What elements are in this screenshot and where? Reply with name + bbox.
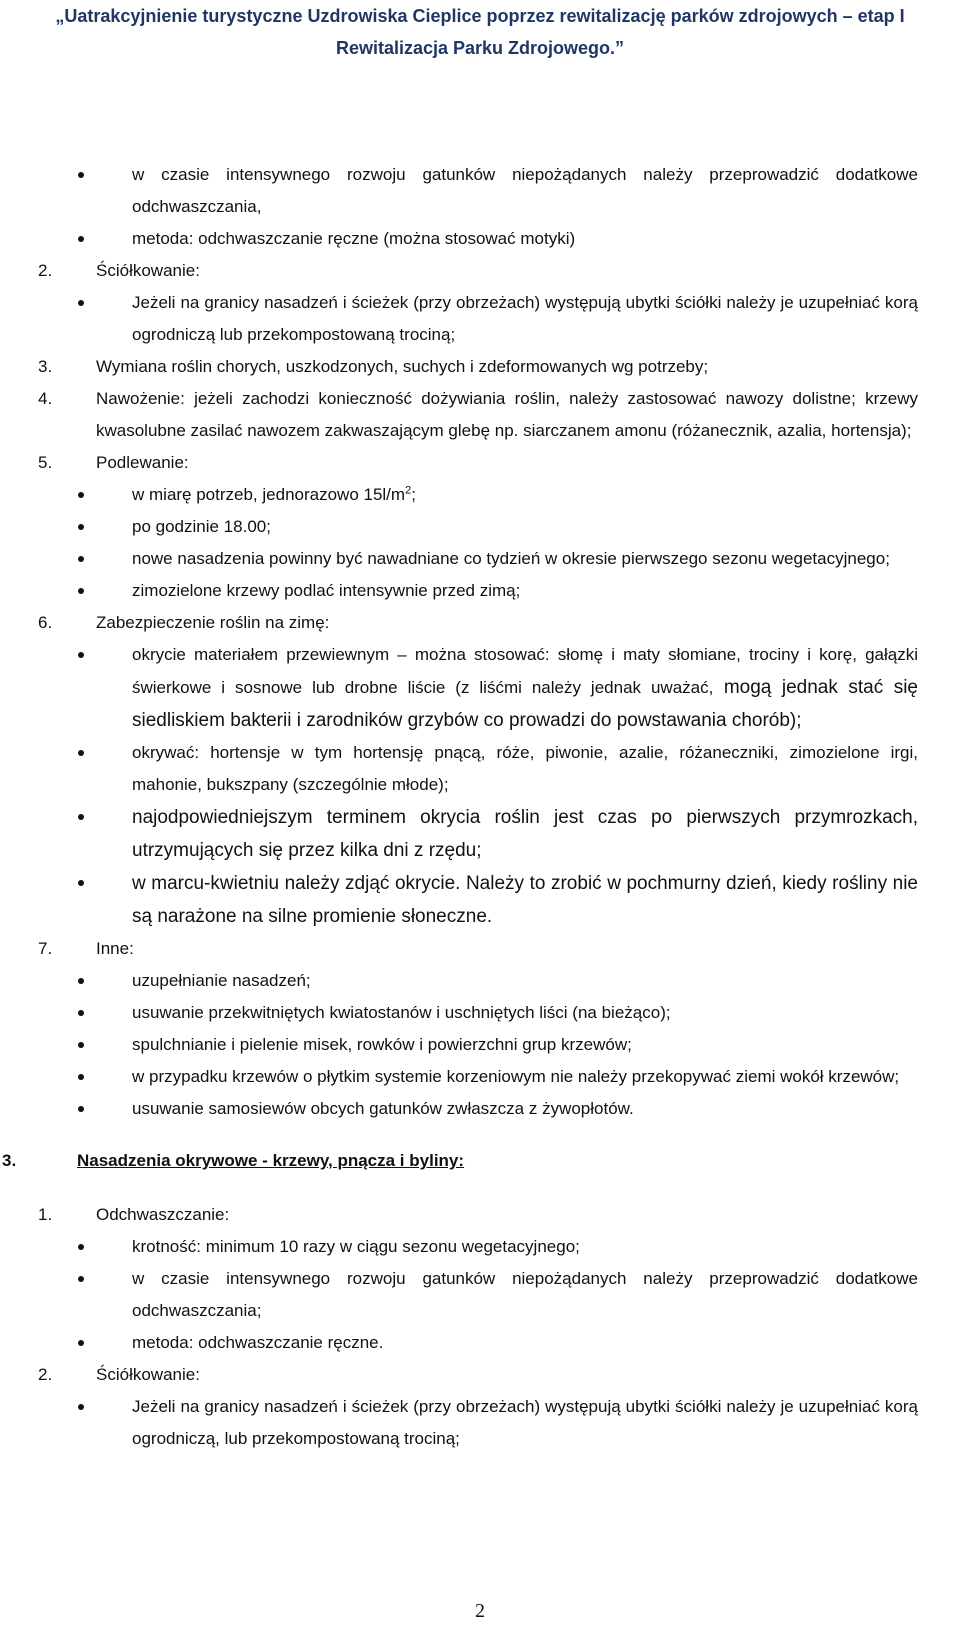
section-heading: 3. Nasadzenia okrywowe - krzewy, pnącza i byliny: <box>2 1151 465 1170</box>
list-item: krotność: minimum 10 razy w ciągu sezonu wegetacyjnego; <box>38 1231 918 1263</box>
list-item: Jeżeli na granicy nasadzeń i ścieżek (przy obrzeżach) występują ubytki ściółki należy je uzupełniać korą ogrodniczą, lub przekompostowaną trociną; <box>38 1391 918 1455</box>
list-item: w miarę potrzeb, jednorazowo $15l/m^2$; <box>38 479 918 511</box>
list-item: po godzinie 18.00; <box>38 511 918 543</box>
numbered-item: 5. Podlewanie: <box>38 453 189 472</box>
bullet-icon <box>78 556 84 562</box>
header-line-1: „Uatrakcyjnienie turystyczne Uzdrowiska Cieplice poprzez rewitalizację parków zdrojowych – etap I <box>55 6 905 26</box>
list-item: w czasie intensywnego rozwoju gatunków niepożądanych należy przeprowadzić dodatkowe odchwaszczania; <box>38 1263 918 1327</box>
bullet-icon <box>78 492 84 498</box>
numbered-item: 4. Nawożenie: jeżeli zachodzi konieczność dożywiania roślin, należy zastosować nawozy dolistne; krzewy kwasolubne zasilać nawozem zakwaszającym glebę np. siarczanem amonu (różanecznik, azalia, hortensja); <box>38 389 918 440</box>
document-body <box>2 159 918 1455</box>
list-item: uzupełnianie nasadzeń; <box>38 965 918 997</box>
bullet-icon <box>78 750 84 756</box>
list-item: zimozielone krzewy podlać intensywnie przed zimą; <box>38 575 918 607</box>
bullet-icon <box>78 588 84 594</box>
list-item: nowe nasadzenia powinny być nawadniane co tydzień w okresie pierwszego sezonu wegetacyjnego; <box>38 543 918 575</box>
document-header <box>0 0 960 64</box>
list-item: najodpowiedniejszym terminem okrycia roślin jest czas po pierwszych przymrozkach, utrzymujących się przez kilka dni z rzędu; <box>38 801 918 867</box>
list-item: spulchnianie i pielenie misek, rowków i powierzchni grup krzewów; <box>38 1029 918 1061</box>
bullet-icon <box>78 1042 84 1048</box>
numbered-item: 3. Wymiana roślin chorych, uszkodzonych, suchych i zdeformowanych wg potrzeby; <box>38 357 709 376</box>
bullet-icon <box>78 978 84 984</box>
list-item: Jeżeli na granicy nasadzeń i ścieżek (przy obrzeżach) występują ubytki ściółki należy je uzupełniać korą ogrodniczą lub przekompostowaną trociną; <box>38 287 918 351</box>
bullet-icon <box>78 814 84 820</box>
numbered-item: 6. Zabezpieczenie roślin na zimę: <box>38 613 330 632</box>
bullet-icon <box>78 1276 84 1282</box>
list-item: w marcu-kwietniu należy zdjąć okrycie. Należy to zrobić w pochmurny dzień, kiedy rośliny nie są narażone na silne promienie słoneczne. <box>38 867 918 933</box>
bullet-icon <box>78 652 84 658</box>
bullet-icon <box>78 300 84 306</box>
bullet-icon <box>78 880 84 886</box>
bullet-icon <box>78 524 84 530</box>
list-item: metoda: odchwaszczanie ręczne (można stosować motyki) <box>38 223 918 255</box>
bullet-icon <box>78 1244 84 1250</box>
numbered-item: 2. Ściółkowanie: <box>38 261 200 280</box>
bullet-icon <box>78 1404 84 1410</box>
list-item: okrycie materiałem przewiewnym – można stosować: słomę i maty słomiane, trociny i korę, gałązki świerkowe i sosnowe lub drobne liście (z liśćmi należy jednak uważać, mogą jednak stać się siedliskiem bakterii i zarodników grzybów co prowadzi do powstawania chorób); <box>38 639 918 737</box>
list-item: usuwanie przekwitniętych kwiatostanów i uschniętych liści (na bieżąco); <box>38 997 918 1029</box>
page-number: 2 <box>475 1600 485 1622</box>
header-line-2: Rewitalizacja Parku Zdrojowego.” <box>335 38 625 58</box>
bullet-icon <box>78 172 84 178</box>
numbered-item: 7. Inne: <box>38 939 134 958</box>
bullet-icon <box>78 1106 84 1112</box>
numbered-item: 2. Ściółkowanie: <box>38 1365 200 1384</box>
list-item: w czasie intensywnego rozwoju gatunków niepożądanych należy przeprowadzić dodatkowe odchwaszczania, <box>38 159 918 223</box>
bullet-icon <box>78 1074 84 1080</box>
numbered-item: 1. Odchwaszczanie: <box>38 1205 230 1224</box>
list-item: w przypadku krzewów o płytkim systemie korzeniowym nie należy przekopywać ziemi wokół krzewów; <box>38 1061 918 1093</box>
list-item: metoda: odchwaszczanie ręczne. <box>38 1327 918 1359</box>
list-item: okrywać: hortensje w tym hortensję pnącą, róże, piwonie, azalie, różaneczniki, zimozielone irgi, mahonie, bukszpany (szczególnie młode); <box>38 737 918 801</box>
bullet-icon <box>78 1010 84 1016</box>
list-item: usuwanie samosiewów obcych gatunków zwłaszcza z żywopłotów. <box>38 1093 918 1125</box>
bullet-icon <box>78 1340 84 1346</box>
bullet-icon <box>78 236 84 242</box>
